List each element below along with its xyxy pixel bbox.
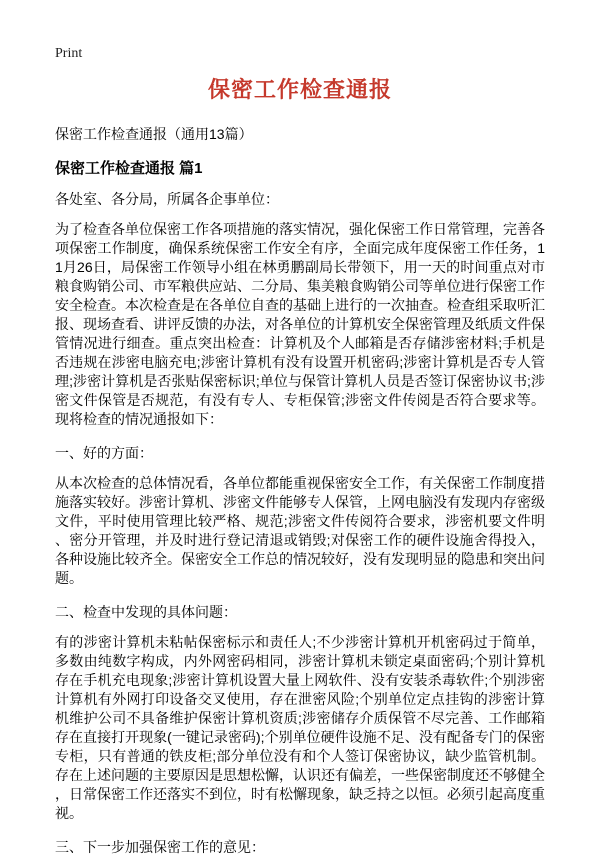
section-heading-good-aspects: 一、好的方面： bbox=[55, 445, 153, 461]
paragraph-problems-found: 有的涉密计算机未粘帖保密标示和责任人;不少涉密计算机开机密码过于简单，多数由纯数字构成，内外网密码相同，涉密计算机未锁定桌面密码;个别计算机存在手机充电现象;涉密计算机设置大量上网软件、没有安装杀毒软件;个别涉密计算机有外网打印设备交叉使用，存在泄密风险;个别单位定点挂钩的涉密计算机维护公司不具备维护保密计算机资质;涉密储存介质保管不尽完善、工作邮箱存在直接打开现象(一键记录密码);个别单位硬件设施不足、没有配备专门的保密专柜，只有普通的铁皮柜;部分单位没有和个人签订保密协议，缺少监管机制。存在上述问题的主要原因是思想松懈，认识还有偏差，一些保密制度还不够健全，日常保密工作还落实不到位，时有松懈现象，缺乏持之以恒。必须引起高度重视。 bbox=[55, 634, 545, 821]
salutation-line: 各处室、各分局，所属各企事单位： bbox=[55, 191, 279, 207]
section-heading-next-steps: 三、下一步加强保密工作的意见： bbox=[55, 839, 265, 855]
intro-paragraph: 为了检查各单位保密工作各项措施的落实情况，强化保密工作日常管理，完善各项保密工作制度，确保系统保密工作安全有序，全面完成年度保密工作任务，11月26日，局保密工作领导小组在林勇鹏副局长带领下，用一天的时间重点对市粮食购销公司、市军粮供应站、二分局、集美粮食购销公司等单位进行保密工作安全检查。本次检查是在各单位自查的基础上进行的一次抽查。检查组采取听汇报、现场查看、讲评反馈的办法，对各单位的计算机安全保密管理及纸质文件保管情况进行细查。重点突出检查：计算机及个人邮箱是否存储涉密材料;手机是否违规在涉密电脑充电;涉密计算机有没有设置开机密码;涉密计算机是否专人管理;涉密计算机是否张贴保密标识;单位与保管计算机人员是否签订保密协议书;涉密文件保管是否规范，有没有专人、专柜保管;涉密文件传阅是否符合要求等。现将检查的情况通报如下： bbox=[55, 221, 545, 427]
paragraph-good-aspects: 从本次检查的总体情况看，各单位都能重视保密安全工作，有关保密工作制度措施落实较好。涉密计算机、涉密文件能够专人保管，上网电脑没有发现内存密级文件，平时使用管理比较严格、规范;涉密文件传阅符合要求，涉密机要文件明、密分开管理，并及时进行登记清退或销毁;对保密工作的硬件设施舍得投入，各种设施比较齐全。保密安全工作总的情况较好，没有发现明显的隐患和突出问题。 bbox=[55, 475, 545, 586]
document-title: 保密工作检查通报 bbox=[207, 77, 392, 102]
section-heading-problems-found: 二、检查中发现的具体问题： bbox=[55, 604, 237, 620]
print-link[interactable]: Print bbox=[55, 46, 83, 61]
document-subtitle: 保密工作检查通报（通用13篇） bbox=[55, 126, 253, 142]
article-heading: 保密工作检查通报 篇1 bbox=[55, 160, 203, 177]
